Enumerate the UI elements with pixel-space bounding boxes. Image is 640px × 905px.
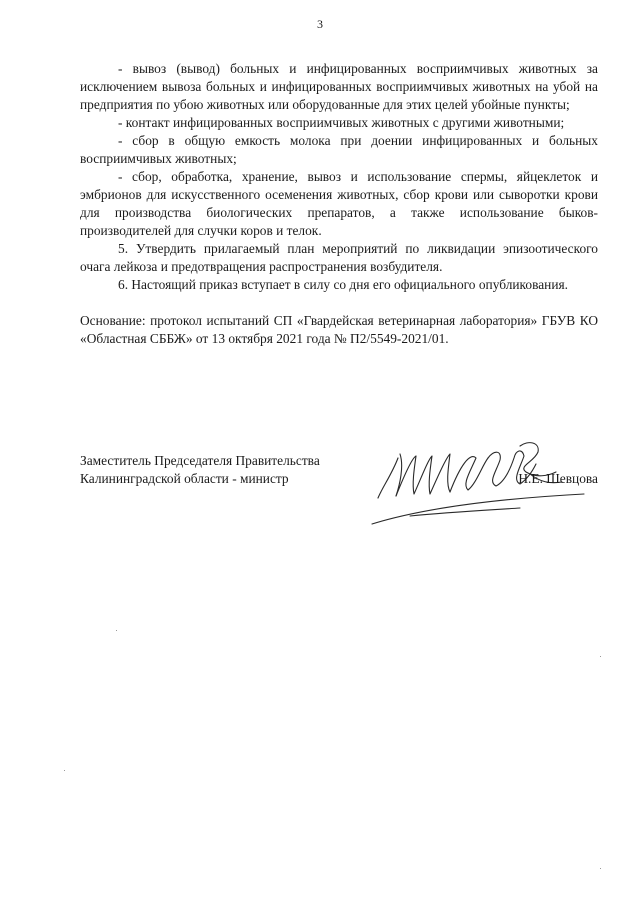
signature-block bbox=[80, 452, 598, 542]
paragraph-item-6: 6. Настоящий приказ вступает в силу со дня его официального опубликования. bbox=[118, 277, 568, 292]
signer-name: Н.Е. Шевцова bbox=[518, 471, 598, 486]
signer-title bbox=[80, 452, 320, 488]
scan-speck bbox=[116, 630, 117, 631]
scan-speck bbox=[64, 770, 65, 771]
scan-speck bbox=[600, 868, 601, 869]
signer-title-line-1: Заместитель Председателя Правительства bbox=[80, 453, 320, 468]
basis-note: Основание: протокол испытаний СП «Гвардейская ветеринарная лаборатория» ГБУВ КО «Областная СББЖ» от 13 октября 2021 года № П2/5549-2021/01. bbox=[80, 313, 598, 346]
signer-title-line-2: Калининградской области - министр bbox=[80, 471, 289, 486]
paragraph-contact-with-animals: - контакт инфицированных восприимчивых животных с другими животными; bbox=[118, 115, 565, 130]
paragraph-removal-of-animals: - вывоз (вывод) больных и инфицированных восприимчивых животных за исключением вывоза больных и инфицированных восприимчивых животных на убой на предприятия по убою животных или оборудованные для этих целей убойные пункты; bbox=[80, 61, 598, 112]
paragraph-sperm-embryos: - сбор, обработка, хранение, вывоз и использование спермы, яйцеклеток и эмбрионов для искусственного осеменения животных, сбор крови или сыворотки крови для производства биологических препаратов, а также использование быков-производителей для случки коров и телок. bbox=[80, 169, 598, 238]
page-number: 3 bbox=[317, 17, 323, 31]
paragraph-item-5: 5. Утвердить прилагаемый план мероприятий по ликвидации эпизоотического очага лейкоза и предотвращения распространения возбудителя. bbox=[80, 241, 598, 274]
scan-speck bbox=[600, 656, 601, 657]
paragraph-milk-collection: - сбор в общую емкость молока при доении инфицированных и больных восприимчивых животных; bbox=[80, 133, 598, 166]
document-body bbox=[80, 60, 598, 348]
